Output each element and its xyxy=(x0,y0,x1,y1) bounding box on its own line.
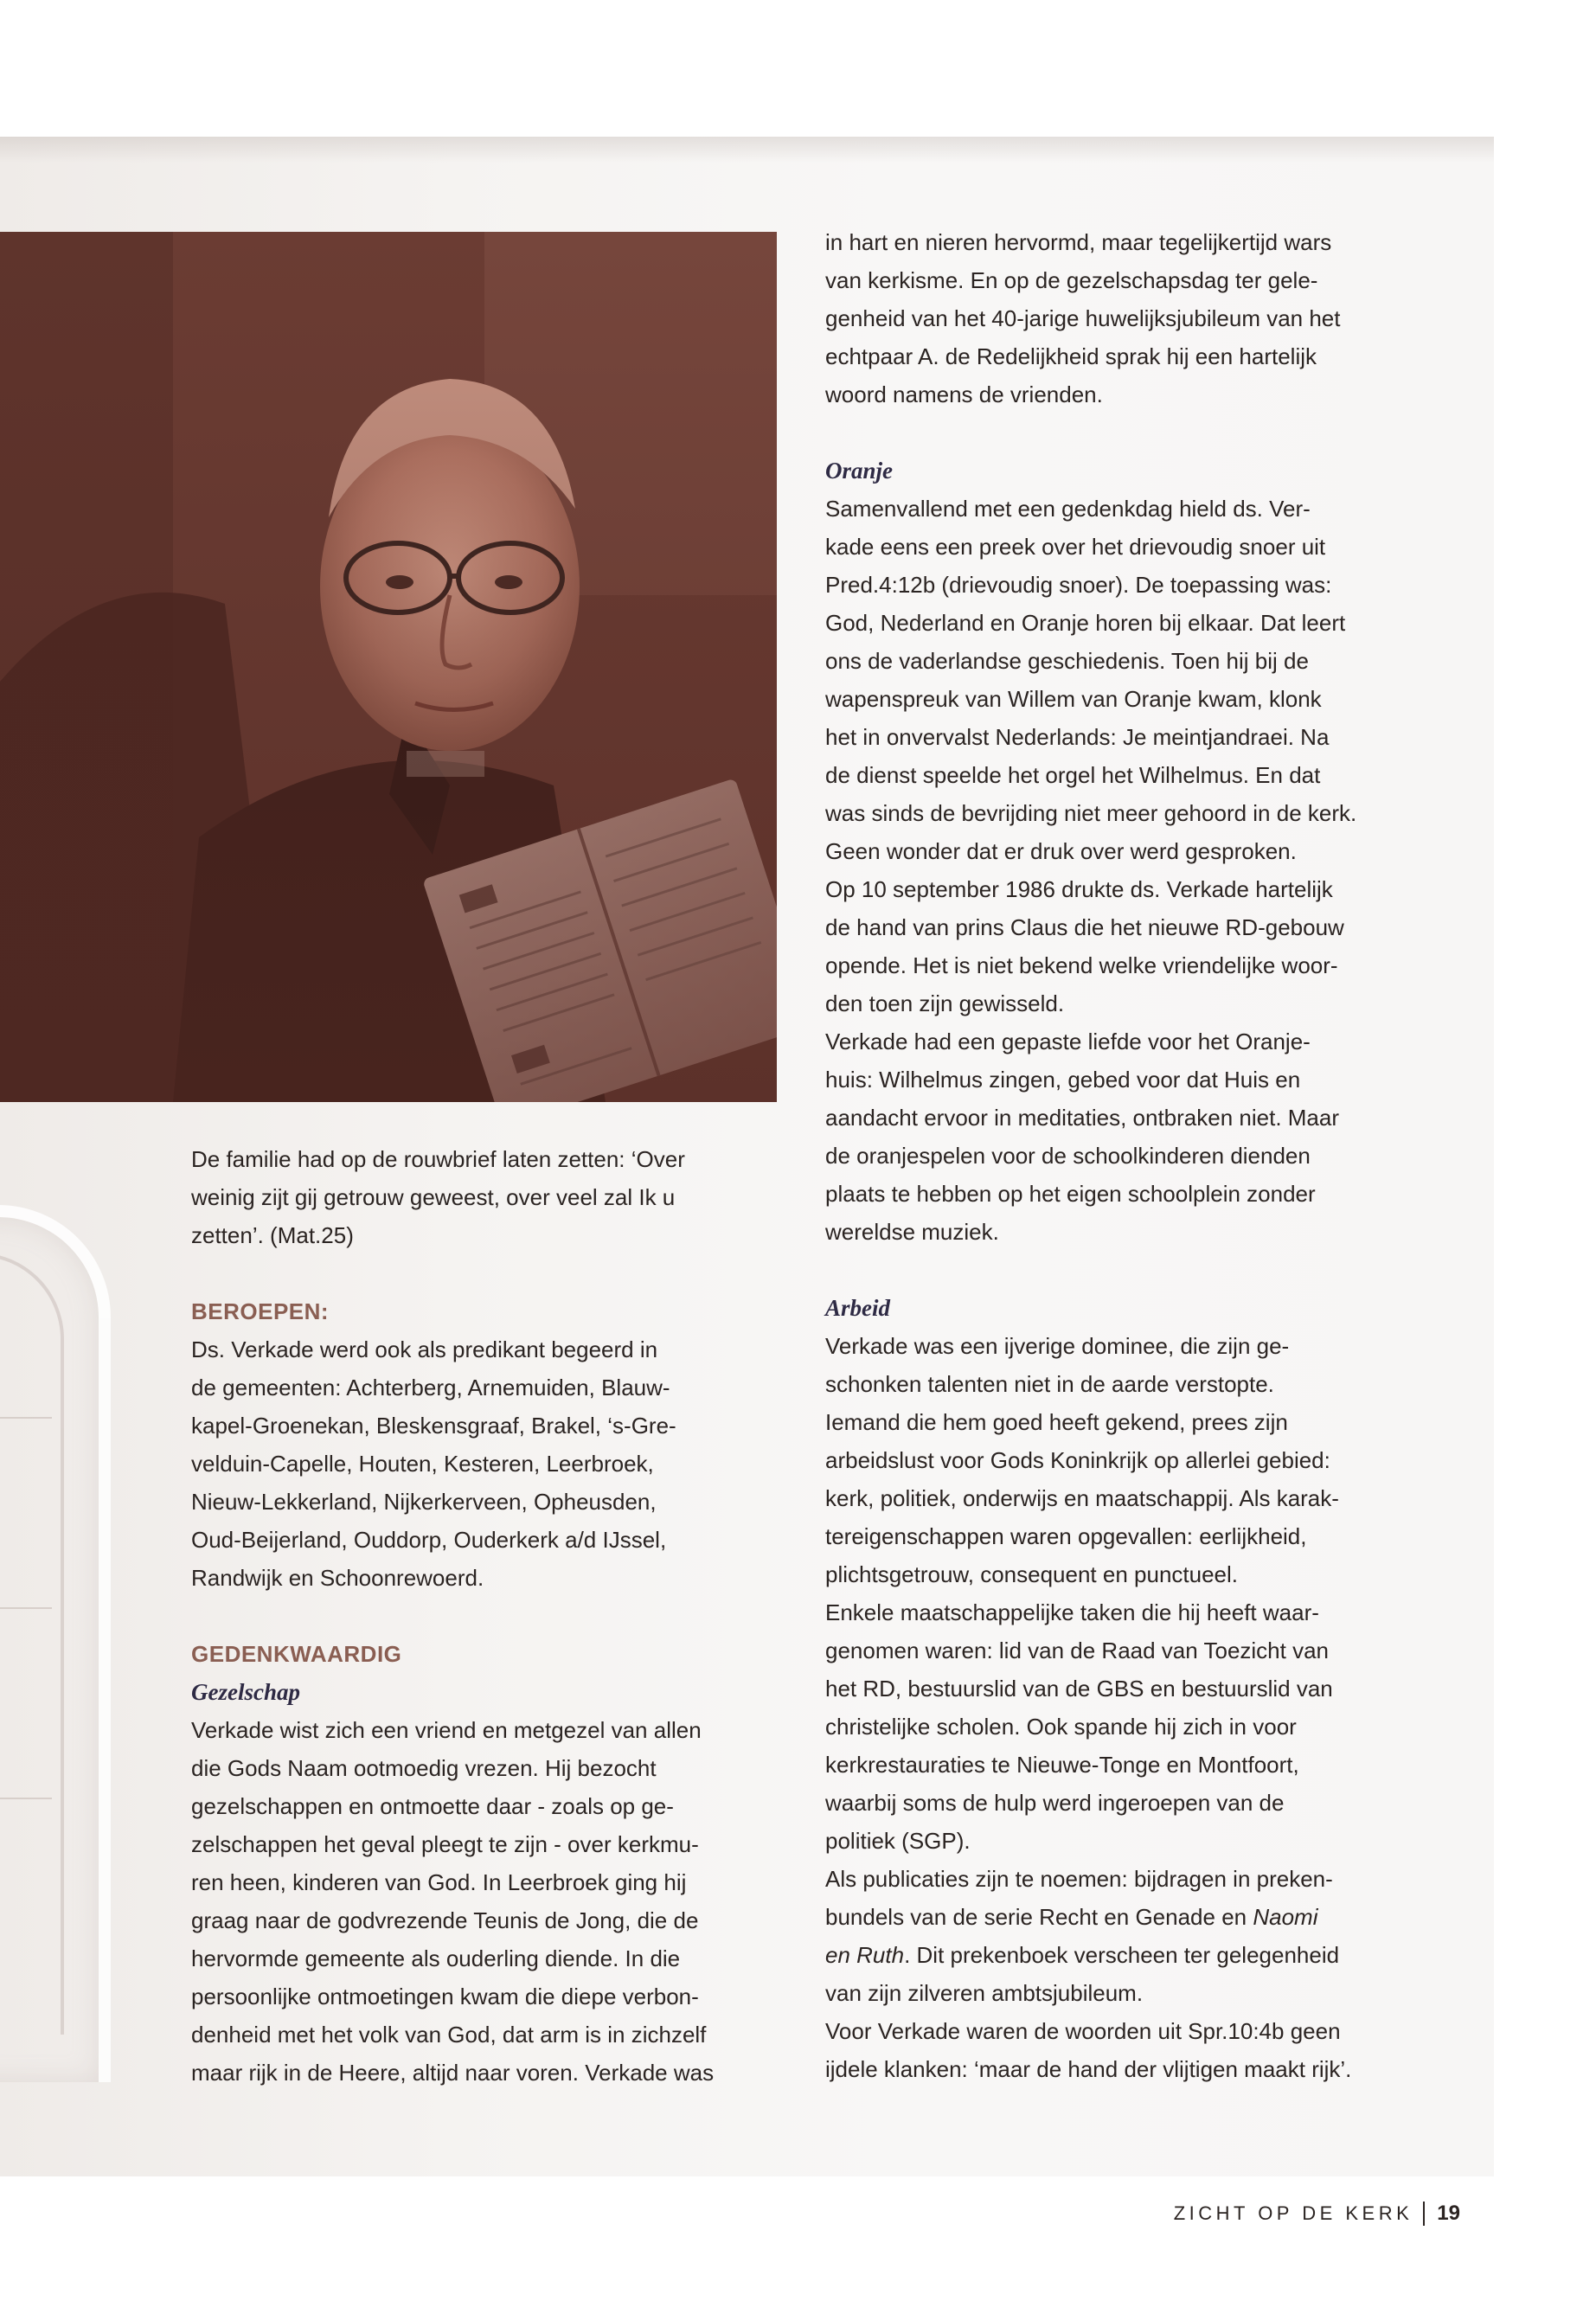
text-fragment: bundels van de serie Recht en Genade en xyxy=(825,1904,1253,1930)
text-line: aandacht ervoor in meditaties, ontbraken niet. Maar xyxy=(825,1105,1340,1131)
subheading-gezelschap: Gezelschap xyxy=(191,1679,300,1705)
text-line: maar rijk in de Heere, altijd naar voren. Verkade was xyxy=(191,2060,715,2086)
book-title: Naomi xyxy=(1253,1904,1318,1930)
oranje-paragraph xyxy=(825,490,1413,1251)
text-line: De familie had op de rouwbrief laten zetten: ‘Over xyxy=(191,1146,685,1172)
text-line: gezelschappen en ontmoette daar - zoals op ge- xyxy=(191,1793,674,1819)
text-line: plichtsgetrouw, consequent en punctueel. xyxy=(825,1561,1239,1587)
text-line: Randwijk en Schoonrewoerd. xyxy=(191,1565,484,1591)
text-line: schonken talenten niet in de aarde verstopte. xyxy=(825,1371,1274,1397)
portrait-photo xyxy=(0,232,777,1102)
text-line xyxy=(825,1898,1413,1936)
text-line: wapenspreuk van Willem van Oranje kwam, klonk xyxy=(825,686,1322,712)
church-window-pane xyxy=(0,1607,52,1609)
gezelschap-paragraph xyxy=(191,1711,779,2092)
text-line: was sinds de bevrijding niet meer gehoord in de kerk. xyxy=(825,800,1357,826)
text-line: huis: Wilhelmus zingen, gebed voor dat Huis en xyxy=(825,1067,1301,1093)
text-line: denheid met het volk van God, dat arm is in zichzelf xyxy=(191,2022,707,2048)
book-title: en Ruth xyxy=(825,1942,905,1968)
section-heading-beroepen: BEROEPEN: xyxy=(191,1298,330,1324)
text-line: Als publicaties zijn te noemen: bijdragen in preken- xyxy=(825,1866,1333,1892)
text-line: ren heen, kinderen van God. In Leerbroek ging hij xyxy=(191,1869,687,1895)
text-line: hervormde gemeente als ouderling diende. In die xyxy=(191,1945,681,1971)
text-line: kade eens een preek over het drievoudig snoer uit xyxy=(825,534,1326,560)
text-line: ons de vaderlandse geschiedenis. Toen hij bij de xyxy=(825,648,1309,674)
text-line: Samenvallend met een gedenkdag hield ds. Ver- xyxy=(825,496,1311,522)
text-line: de dienst speelde het orgel het Wilhelmus. En dat xyxy=(825,762,1321,788)
text-line: de gemeenten: Achterberg, Arnemuiden, Blauw- xyxy=(191,1375,670,1400)
magazine-title: ZICHT OP DE KERK xyxy=(1173,2202,1413,2224)
text-line: christelijke scholen. Ook spande hij zich in voor xyxy=(825,1714,1297,1740)
page-footer xyxy=(1174,2201,1460,2227)
text-line: van kerkisme. En op de gezelschapsdag ter gele- xyxy=(825,267,1318,293)
text-line: plaats te hebben op het eigen schoolplein zonder xyxy=(825,1181,1316,1207)
portrait-illustration xyxy=(0,232,777,1102)
text-line: politiek (SGP). xyxy=(825,1828,971,1854)
text-line: Iemand die hem goed heeft gekend, prees zijn xyxy=(825,1409,1288,1435)
church-window-pane xyxy=(0,1417,52,1419)
text-line: Ds. Verkade werd ook als predikant begeerd in xyxy=(191,1336,658,1362)
text-line: Voor Verkade waren de woorden uit Spr.10:4b geen xyxy=(825,2018,1341,2044)
text-line: die Gods Naam ootmoedig vrezen. Hij bezocht xyxy=(191,1755,657,1781)
text-line: Enkele maatschappelijke taken die hij heeft waar- xyxy=(825,1599,1319,1625)
text-line: Op 10 september 1986 drukte ds. Verkade hartelijk xyxy=(825,876,1333,902)
text-line: de oranjespelen voor de schoolkinderen dienden xyxy=(825,1143,1311,1169)
text-line: velduin-Capelle, Houten, Kesteren, Leerbroek, xyxy=(191,1451,654,1477)
beroepen-paragraph xyxy=(191,1330,779,1597)
text-line: Nieuw-Lekkerland, Nijkerkerveen, Opheusden, xyxy=(191,1489,657,1515)
subheading-oranje: Oranje xyxy=(825,458,894,484)
text-line: kapel-Groenekan, Bleskensgraaf, Brakel, ‘s-Gre- xyxy=(191,1413,676,1439)
text-line: ijdele klanken: ‘maar de hand der vlijtigen maakt rijk’. xyxy=(825,2056,1352,2082)
page-number: 19 xyxy=(1437,2202,1460,2225)
sheet-shadow xyxy=(0,137,1494,163)
text-line: arbeidslust voor Gods Koninkrijk op allerlei gebied: xyxy=(825,1447,1330,1473)
text-line: opende. Het is niet bekend welke vriendelijke woor- xyxy=(825,952,1338,978)
text-line: Verkade wist zich een vriend en metgezel van allen xyxy=(191,1717,702,1743)
text-line: Verkade had een gepaste liefde voor het Oranje- xyxy=(825,1029,1311,1054)
text-line: Pred.4:12b (drievoudig snoer). De toepassing was: xyxy=(825,572,1332,598)
text-line: echtpaar A. de Redelijkheid sprak hij een hartelijk xyxy=(825,343,1317,369)
text-line: graag naar de godvrezende Teunis de Jong, die de xyxy=(191,1907,699,1933)
church-window-pane xyxy=(0,1798,52,1799)
text-line: weinig zijt gij getrouw geweest, over veel zal Ik u xyxy=(191,1184,676,1210)
subheading-arbeid: Arbeid xyxy=(825,1295,891,1321)
text-line: het in onvervalst Nederlands: Je meintjandraei. Na xyxy=(825,724,1330,750)
church-window-frame xyxy=(0,1253,64,2035)
text-line: woord namens de vrienden. xyxy=(825,381,1103,407)
continued-paragraph xyxy=(825,223,1413,413)
text-line: zelschappen het geval pleegt te zijn - over kerkmu- xyxy=(191,1831,699,1857)
section-heading-gedenkwaardig: GEDENKWAARDIG xyxy=(191,1641,402,1667)
text-line: kerk, politiek, onderwijs en maatschappij. Als karak- xyxy=(825,1485,1339,1511)
arbeid-paragraph xyxy=(825,1327,1413,2088)
text-line: God, Nederland en Oranje horen bij elkaar. Dat leert xyxy=(825,610,1346,636)
footer-separator xyxy=(1423,2202,1425,2226)
text-line: Oud-Beijerland, Ouddorp, Ouderkerk a/d IJssel, xyxy=(191,1527,667,1553)
text-line: kerkrestauraties te Nieuwe-Tonge en Montfoort, xyxy=(825,1752,1299,1778)
text-line: in hart en nieren hervormd, maar tegelijkertijd wars xyxy=(825,229,1332,255)
text-line: den toen zijn gewisseld. xyxy=(825,990,1065,1016)
text-line: persoonlijke ontmoetingen kwam die diepe verbon- xyxy=(191,1984,699,2009)
text-fragment: . Dit prekenboek verscheen ter gelegenheid xyxy=(904,1942,1340,1968)
text-line: Geen wonder dat er druk over werd gesproken. xyxy=(825,838,1297,864)
text-line: Verkade was een ijverige dominee, die zijn ge- xyxy=(825,1333,1290,1359)
text-line xyxy=(825,1936,1413,1974)
text-line: genheid van het 40-jarige huwelijksjubileum van het xyxy=(825,305,1341,331)
text-line: wereldse muziek. xyxy=(825,1219,999,1245)
text-line: tereigenschappen waren opgevallen: eerlijkheid, xyxy=(825,1523,1307,1549)
text-line: zetten’. (Mat.25) xyxy=(191,1222,354,1248)
text-line: waarbij soms de hulp werd ingeroepen van de xyxy=(825,1790,1285,1816)
text-line: van zijn zilveren ambtsjubileum. xyxy=(825,1980,1144,2006)
text-line: de hand van prins Claus die het nieuwe RD-gebouw xyxy=(825,914,1344,940)
right-column xyxy=(825,223,1413,2088)
intro-paragraph xyxy=(191,1140,779,1254)
text-line: het RD, bestuurslid van de GBS en bestuurslid van xyxy=(825,1676,1333,1702)
left-column xyxy=(191,1140,779,2092)
text-line: genomen waren: lid van de Raad van Toezicht van xyxy=(825,1638,1330,1663)
